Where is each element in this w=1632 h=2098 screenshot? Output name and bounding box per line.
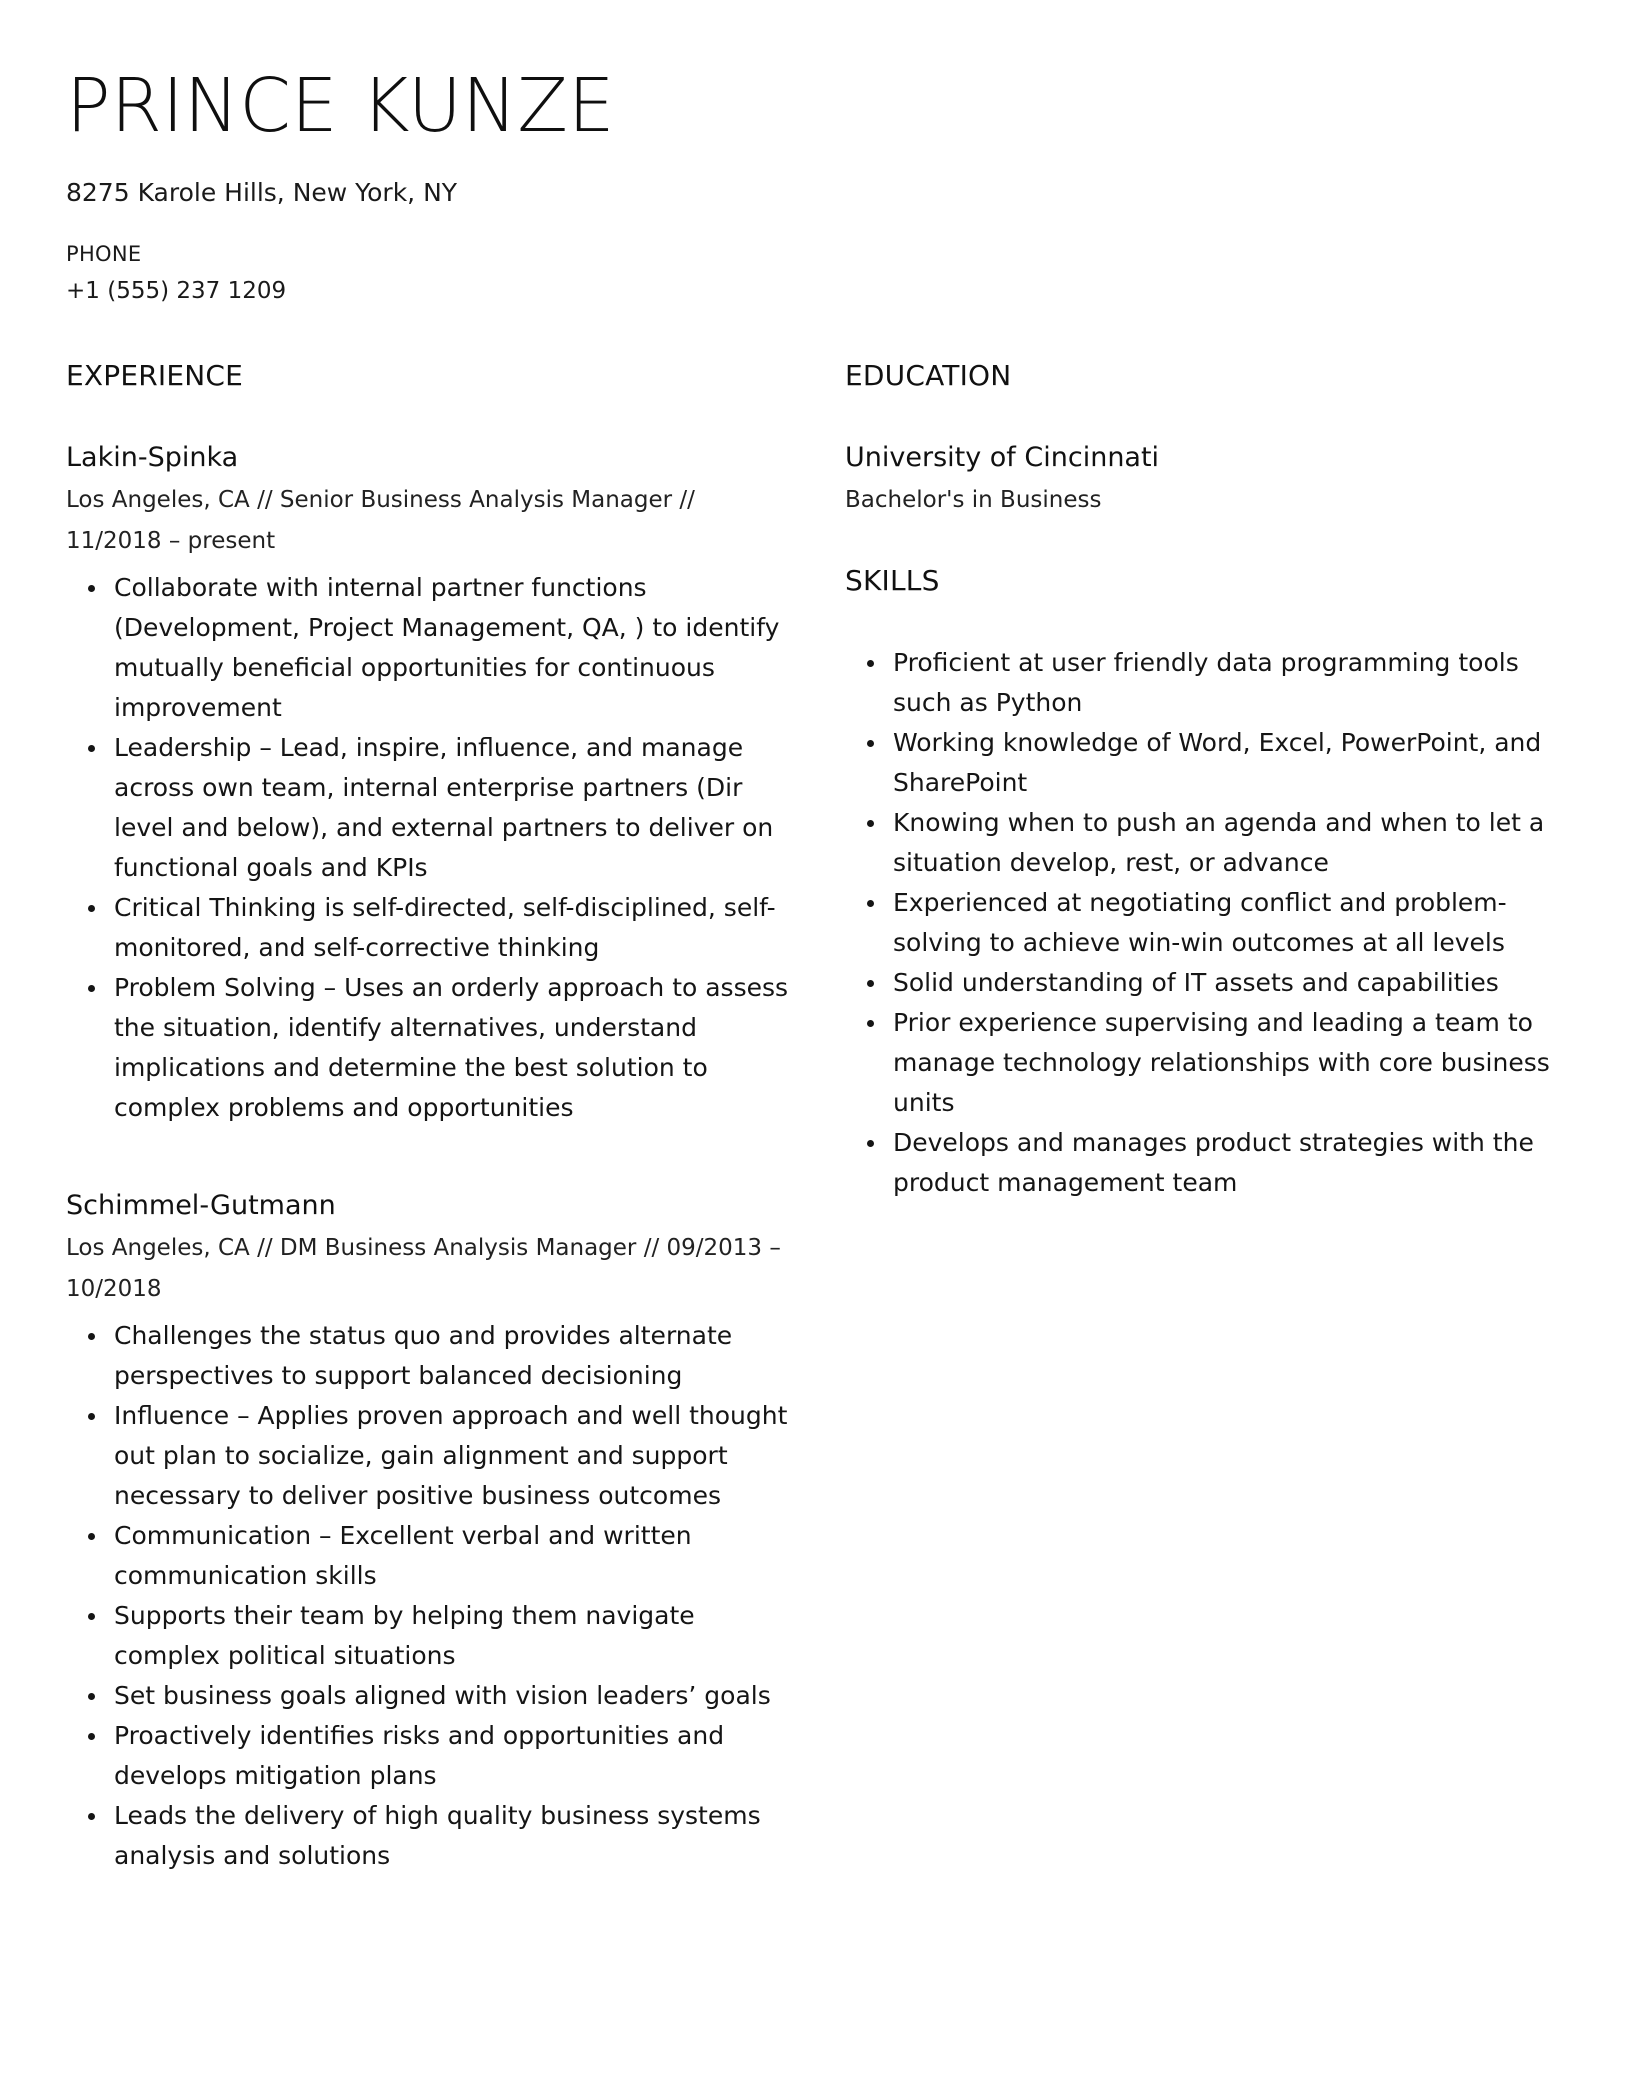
job-bullet [114, 1716, 796, 1796]
job-bullet-text: Leadership – Lead, inspire, influence, and manage across own team, internal enterprise partners (Dir level and below), and external partners to deliver on functional goals and KPIs [114, 733, 774, 882]
address: 8275 Karole Hills, New York, NY [66, 178, 458, 207]
experience-heading: EXPERIENCE [66, 359, 244, 392]
job-bullet-text: Challenges the status quo and provides alternate perspectives to support balanced decisioning [114, 1321, 733, 1390]
job-bullet-list [66, 568, 796, 1128]
job-bullet [114, 1676, 796, 1716]
job-company: Schimmel-Gutmann [66, 1190, 336, 1221]
job-company: Lakin-Spinka [66, 442, 239, 473]
candidate-name: PRINCE KUNZE [66, 63, 615, 149]
job-bullet-text: Critical Thinking is self-directed, self-disciplined, self-monitored, and self-corrective thinking [114, 893, 776, 962]
job-bullet [114, 568, 796, 728]
skill-item [893, 1123, 1575, 1203]
job-bullet-list [66, 1316, 796, 1876]
education-degree: Bachelor's in Business [845, 487, 1102, 513]
phone-number: +1 (555) 237 1209 [66, 278, 287, 304]
bullet-dot-icon [88, 1333, 95, 1340]
job-entry [66, 1186, 796, 1876]
bullet-dot-icon [88, 745, 95, 752]
job-bullet-text: Set business goals aligned with vision leaders’ goals [114, 1681, 771, 1710]
education-entry [845, 438, 1575, 521]
job-bullet [114, 1316, 796, 1396]
bullet-dot-icon [867, 820, 874, 827]
bullet-dot-icon [88, 1613, 95, 1620]
job-meta: Los Angeles, CA // Senior Business Analysis Manager // 11/2018 – present [66, 487, 695, 554]
job-bullet-text: Influence – Applies proven approach and well thought out plan to socialize, gain alignment and support necessary to deliver positive business outcomes [114, 1401, 788, 1510]
job-bullet-text: Supports their team by helping them navigate complex political situations [114, 1601, 695, 1670]
education-heading: EDUCATION [845, 359, 1012, 392]
bullet-dot-icon [88, 905, 95, 912]
skill-item [893, 963, 1575, 1003]
skill-text: Working knowledge of Word, Excel, PowerPoint, and SharePoint [893, 728, 1542, 797]
skill-item [893, 723, 1575, 803]
skill-item [893, 1003, 1575, 1123]
bullet-dot-icon [88, 985, 95, 992]
job-bullet [114, 888, 796, 968]
job-bullet [114, 968, 796, 1128]
bullet-dot-icon [88, 1533, 95, 1540]
phone-label: PHONE [66, 242, 142, 266]
job-bullet-text: Problem Solving – Uses an orderly approach to assess the situation, identify alternatives, understand implications and determine the best solution to complex problems and opportunities [114, 973, 789, 1122]
education-school: University of Cincinnati [845, 442, 1160, 473]
job-bullet [114, 728, 796, 888]
bullet-dot-icon [867, 1020, 874, 1027]
skill-text: Prior experience supervising and leading a team to manage technology relationships with core business units [893, 1008, 1550, 1117]
skill-text: Experienced at negotiating conflict and problem-solving to achieve win-win outcomes at all levels [893, 888, 1507, 957]
skills-list [845, 643, 1575, 1203]
skill-item [893, 803, 1575, 883]
skill-item [893, 643, 1575, 723]
job-bullet-text: Leads the delivery of high quality business systems analysis and solutions [114, 1801, 761, 1870]
right-column [845, 356, 1575, 1203]
skill-text: Knowing when to push an agenda and when to let a situation develop, rest, or advance [893, 808, 1545, 877]
skill-text: Develops and manages product strategies with the product management team [893, 1128, 1534, 1197]
bullet-dot-icon [867, 1140, 874, 1147]
job-bullet [114, 1796, 796, 1876]
bullet-dot-icon [867, 980, 874, 987]
skill-text: Solid understanding of IT assets and capabilities [893, 968, 1499, 997]
job-entry [66, 438, 796, 1128]
bullet-dot-icon [88, 1693, 95, 1700]
job-bullet [114, 1396, 796, 1516]
job-meta: Los Angeles, CA // DM Business Analysis Manager // 09/2013 – 10/2018 [66, 1235, 781, 1302]
job-bullet-text: Collaborate with internal partner functions (Development, Project Management, QA, ) to identify mutually beneficial opportunities for continuous improvement [114, 573, 780, 722]
bullet-dot-icon [88, 1813, 95, 1820]
bullet-dot-icon [88, 585, 95, 592]
job-bullet [114, 1596, 796, 1676]
bullet-dot-icon [88, 1733, 95, 1740]
bullet-dot-icon [867, 900, 874, 907]
bullet-dot-icon [867, 740, 874, 747]
skills-heading: SKILLS [845, 564, 940, 597]
job-bullet-text: Communication – Excellent verbal and written communication skills [114, 1521, 692, 1590]
skill-item [893, 883, 1575, 963]
bullet-dot-icon [88, 1413, 95, 1420]
job-bullet [114, 1516, 796, 1596]
bullet-dot-icon [867, 660, 874, 667]
skill-text: Proficient at user friendly data programming tools such as Python [893, 648, 1519, 717]
left-column [66, 356, 796, 1876]
job-bullet-text: Proactively identifies risks and opportunities and develops mitigation plans [114, 1721, 725, 1790]
